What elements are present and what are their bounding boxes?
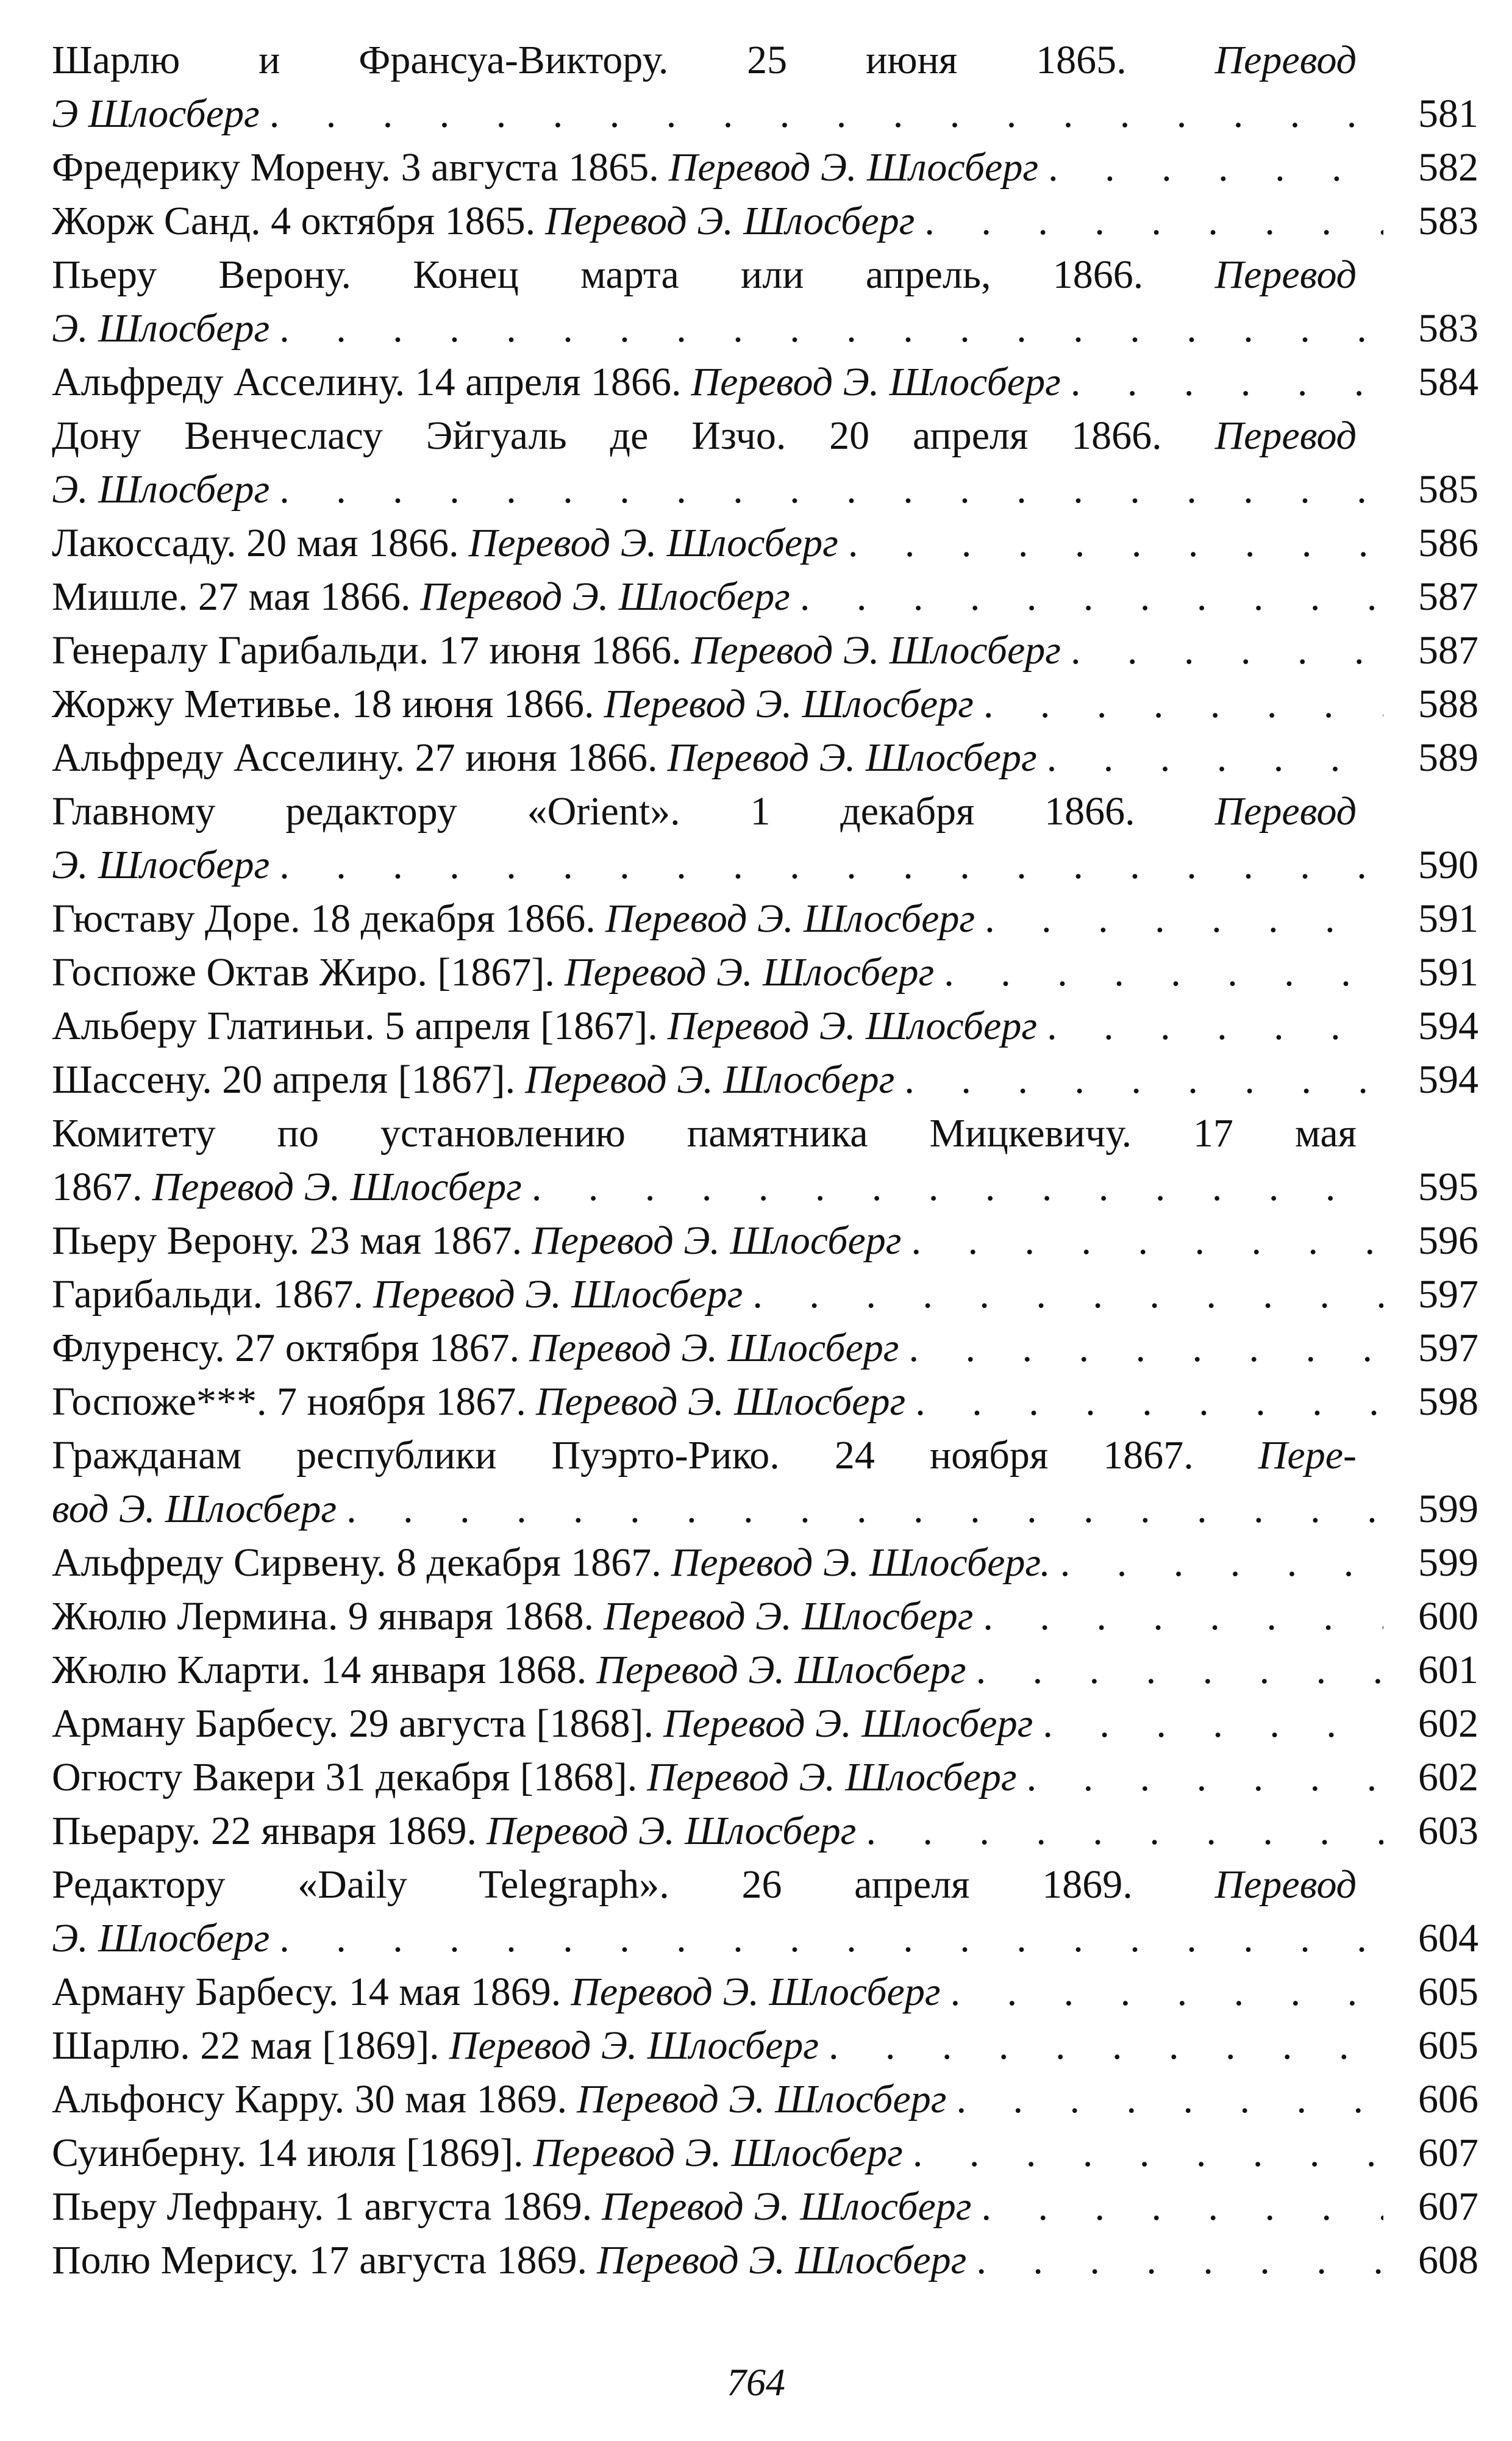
entry-page-number: 604	[1418, 1916, 1478, 1960]
dot-leaders	[904, 1053, 1383, 1107]
toc-entry	[52, 195, 1478, 248]
toc-entry	[52, 1429, 1478, 1536]
entry-recipient: Шарлю и Франсуа-Виктору. 25 июня 1865.	[52, 38, 1127, 82]
entry-page-number: 596	[1418, 1218, 1478, 1263]
entry-page-number: 582	[1418, 145, 1478, 190]
entry-translator: Перевод Э. Шлосберг	[668, 145, 1039, 190]
entry-page-number: 597	[1418, 1272, 1478, 1317]
dot-leaders	[1027, 1751, 1383, 1804]
dot-leaders	[950, 1965, 1383, 2019]
toc-entry	[52, 1214, 1478, 1268]
entry-page-number: 587	[1418, 628, 1478, 673]
entry-page-number: 602	[1418, 1755, 1478, 1799]
dot-leaders	[909, 1321, 1383, 1375]
entry-translator: Перевод Э. Шлосберг	[449, 2023, 819, 2068]
dot-leaders	[981, 2180, 1383, 2234]
entry-page-number: 605	[1418, 1970, 1478, 2014]
entry-recipient: Гражданам республики Пуэрто-Рико. 24 ноября 1867.	[52, 1433, 1194, 1478]
dot-leaders	[957, 2073, 1384, 2126]
entry-recipient: Пьерару. 22 января 1869.	[52, 1809, 477, 1853]
toc-entry	[52, 1858, 1478, 1965]
entry-translator: Э. Шлосберг	[52, 467, 270, 512]
entry-translator: Перевод Э. Шлосберг	[529, 1326, 899, 1370]
entry-page-number: 601	[1418, 1648, 1478, 1692]
entry-recipient: Альфреду Асселину. 14 апреля 1866.	[52, 360, 682, 404]
dot-leaders	[983, 677, 1383, 731]
entry-recipient: Арману Барбесу. 14 мая 1869.	[52, 1970, 562, 2014]
dot-leaders	[1047, 731, 1383, 785]
entry-translator: Перевод Э. Шлосберг	[597, 2238, 967, 2282]
toc-entry	[52, 1268, 1478, 1321]
entry-translator: Перевод Э. Шлосберг	[604, 682, 974, 726]
entry-page-number: 607	[1418, 2131, 1478, 2175]
toc-entry	[52, 248, 1478, 356]
entry-translator: Перевод Э. Шлосберг	[532, 1218, 902, 1263]
dot-leaders	[983, 1590, 1383, 1643]
toc-entry	[52, 356, 1478, 409]
dot-leaders	[346, 1482, 1383, 1536]
entry-recipient: Гюставу Доре. 18 декабря 1866.	[52, 896, 596, 941]
entry-translator: Перевод Э. Шлосберг	[605, 896, 975, 941]
entry-page-number: 588	[1418, 682, 1478, 726]
toc-entry	[52, 892, 1478, 946]
entry-page-number: 589	[1418, 735, 1478, 780]
entry-translator: Перевод Э. Шлосберг	[535, 1379, 906, 1424]
entry-translator: Перевод	[1214, 789, 1357, 834]
entry-page-number: 608	[1418, 2238, 1478, 2282]
entry-page-number: 590	[1418, 843, 1478, 887]
entry-page-number: 606	[1418, 2077, 1478, 2121]
dot-leaders	[1043, 1697, 1383, 1751]
dot-leaders	[532, 1160, 1383, 1214]
entry-page-number: 587	[1418, 574, 1478, 619]
toc-entry	[52, 2019, 1478, 2073]
entry-page-number: 586	[1418, 521, 1478, 565]
entry-translator: Перевод Э. Шлосберг	[577, 2077, 947, 2121]
entry-recipient: Главному редактору «Orient». 1 декабря 1866.	[52, 789, 1135, 834]
dot-leaders	[1048, 141, 1383, 195]
dot-leaders	[911, 1214, 1383, 1268]
toc-entry	[52, 2073, 1478, 2126]
entry-translator: Перевод Э. Шлосберг	[663, 1701, 1033, 1746]
entry-translator: Перевод	[1214, 1862, 1357, 1907]
entry-page-number: 591	[1418, 896, 1478, 941]
entry-recipient: Фредерику Морену. 3 августа 1865.	[52, 145, 659, 190]
toc-entry	[52, 2126, 1478, 2180]
entry-recipient: Альфреду Асселину. 27 июня 1866.	[52, 735, 658, 780]
entry-recipient: Редактору «Daily Telegraph». 26 апреля 1869.	[52, 1862, 1133, 1907]
dot-leaders	[976, 2234, 1383, 2287]
toc-entry	[52, 409, 1478, 516]
entry-translator: Перевод Э. Шлосберг	[691, 360, 1061, 404]
toc-entry	[52, 1590, 1478, 1643]
dot-leaders	[269, 87, 1383, 141]
entry-recipient: Генералу Гарибальди. 17 июня 1866.	[52, 628, 682, 673]
entry-recipient: Комитету по установлению памятника Мицкевичу. 17 мая	[52, 1111, 1357, 1156]
page-number: 764	[727, 2361, 785, 2404]
entry-recipient: Суинберну. 14 июля [1869].	[52, 2131, 524, 2175]
toc-entry	[52, 1965, 1478, 2019]
entry-page-number: 581	[1418, 91, 1478, 136]
toc-entry	[52, 2180, 1478, 2234]
entry-translator: Перевод Э. Шлосберг.	[671, 1540, 1050, 1585]
entry-page-number: 602	[1418, 1701, 1478, 1746]
toc-list	[52, 34, 1478, 2287]
entry-recipient: Огюсту Вакери 31 декабря [1868].	[52, 1755, 638, 1799]
entry-translator: Э Шлосберг	[52, 91, 260, 136]
entry-recipient: Альберу Глатиньи. 5 апреля [1867].	[52, 1004, 658, 1048]
entry-translator: Перевод Э. Шлосберг	[533, 2131, 903, 2175]
entry-translator: Перевод Э. Шлосберг	[603, 1594, 974, 1639]
dot-leaders	[1060, 1536, 1383, 1590]
entry-page-number: 585	[1418, 467, 1478, 512]
entry-page-number: 598	[1418, 1379, 1478, 1424]
toc-entry	[52, 34, 1478, 141]
entry-recipient: Полю Мерису. 17 августа 1869.	[52, 2238, 588, 2282]
entry-recipient: Мишле. 27 мая 1866.	[52, 574, 411, 619]
dot-leaders	[800, 570, 1383, 624]
entry-recipient: Жюлю Кларти. 14 января 1868.	[52, 1648, 587, 1692]
entry-page-number: 584	[1418, 360, 1478, 404]
toc-entry	[52, 516, 1478, 570]
dot-leaders	[848, 516, 1383, 570]
entry-recipient: Жюлю Лермина. 9 января 1868.	[52, 1594, 594, 1639]
dot-leaders	[924, 195, 1383, 248]
entry-translator: Перевод Э. Шлосберг	[667, 735, 1037, 780]
toc-entry	[52, 570, 1478, 624]
entry-translator: Перевод Э. Шлосберг	[545, 199, 915, 243]
toc-entry	[52, 677, 1478, 731]
entry-page-number: 591	[1418, 950, 1478, 995]
entry-translator: Э. Шлосберг	[52, 306, 270, 351]
entry-page-number: 583	[1418, 199, 1478, 243]
entry-recipient: Жоржу Метивье. 18 июня 1866.	[52, 682, 594, 726]
dot-leaders	[279, 1912, 1383, 1965]
entry-translator: Перевод Э. Шлосберг	[564, 950, 935, 995]
toc-entry	[52, 1375, 1478, 1429]
entry-recipient: Пьеру Верону. 23 мая 1867.	[52, 1218, 522, 1263]
entry-recipient: Дону Венчесласу Эйгуаль де Изчо. 20 апреля 1866.	[52, 413, 1162, 458]
entry-translator: Перевод	[1214, 413, 1357, 458]
entry-recipient: Флуренсу. 27 октября 1867.	[52, 1326, 520, 1370]
entry-page-number: 607	[1418, 2184, 1478, 2229]
dot-leaders	[279, 302, 1383, 356]
entry-translator: Перевод Э. Шлосберг	[468, 521, 838, 565]
entry-translator: Перевод Э. Шлосберг	[525, 1057, 895, 1102]
dot-leaders	[1047, 999, 1383, 1053]
entry-page-number: 594	[1418, 1057, 1478, 1102]
dot-leaders	[985, 892, 1383, 946]
entry-recipient: Госпоже Октав Жиро. [1867].	[52, 950, 555, 995]
dot-leaders	[279, 838, 1383, 892]
toc-entry	[52, 624, 1478, 677]
entry-recipient: Пьеру Лефрану. 1 августа 1869.	[52, 2184, 593, 2229]
entry-recipient: 1867.	[52, 1165, 143, 1209]
entry-translator: Перевод Э. Шлосберг	[596, 1648, 966, 1692]
entry-recipient: Пьеру Верону. Конец марта или апрель, 1866.	[52, 252, 1144, 297]
toc-entry	[52, 946, 1478, 999]
entry-translator: Перевод Э. Шлосберг	[667, 1004, 1038, 1048]
entry-recipient: Альфреду Сирвену. 8 декабря 1867.	[52, 1540, 661, 1585]
dot-leaders	[944, 946, 1383, 999]
toc-entry	[52, 1697, 1478, 1751]
entry-translator: вод Э. Шлосберг	[52, 1487, 337, 1531]
toc-entry	[52, 999, 1478, 1053]
entry-recipient: Шарлю. 22 мая [1869].	[52, 2023, 440, 2068]
entry-translator: Перевод Э. Шлосберг	[420, 574, 790, 619]
entry-page-number: 595	[1418, 1165, 1478, 1209]
entry-page-number: 600	[1418, 1594, 1478, 1639]
dot-leaders	[1071, 356, 1383, 409]
dot-leaders	[866, 1804, 1383, 1858]
dot-leaders	[976, 1643, 1383, 1697]
toc-entry	[52, 785, 1478, 892]
entry-translator: Перевод	[1214, 38, 1357, 82]
entry-translator: Перевод Э. Шлосберг	[602, 2184, 972, 2229]
dot-leaders	[829, 2019, 1383, 2073]
toc-entry	[52, 1536, 1478, 1590]
dot-leaders	[915, 1375, 1383, 1429]
toc-entry	[52, 1053, 1478, 1107]
entry-translator: Пере-	[1258, 1433, 1357, 1478]
entry-recipient: Арману Барбесу. 29 августа [1868].	[52, 1701, 654, 1746]
toc-page	[52, 34, 1478, 2287]
entry-page-number: 583	[1418, 306, 1478, 351]
entry-translator: Перевод Э. Шлосберг	[647, 1755, 1017, 1799]
toc-entry	[52, 2234, 1478, 2287]
entry-translator: Э. Шлосберг	[52, 843, 270, 887]
dot-leaders	[752, 1268, 1383, 1321]
entry-page-number: 597	[1418, 1326, 1478, 1370]
entry-translator: Перевод	[1214, 252, 1357, 297]
entry-translator: Перевод Э. Шлосберг	[152, 1165, 522, 1209]
dot-leaders	[279, 463, 1383, 516]
entry-page-number: 594	[1418, 1004, 1478, 1048]
entry-recipient: Шассену. 20 апреля [1867].	[52, 1057, 516, 1102]
entry-recipient: Гарибальди. 1867.	[52, 1272, 364, 1317]
entry-translator: Перевод Э. Шлосберг	[691, 628, 1061, 673]
entry-recipient: Альфонсу Карру. 30 мая 1869.	[52, 2077, 568, 2121]
entry-page-number: 599	[1418, 1540, 1478, 1585]
toc-entry	[52, 1751, 1478, 1804]
toc-entry	[52, 1643, 1478, 1697]
entry-recipient: Госпоже***. 7 ноября 1867.	[52, 1379, 526, 1424]
dot-leaders	[913, 2126, 1383, 2180]
toc-entry	[52, 141, 1478, 195]
toc-entry	[52, 1804, 1478, 1858]
entry-translator: Перевод Э. Шлосберг	[487, 1809, 857, 1853]
entry-page-number: 599	[1418, 1487, 1478, 1531]
dot-leaders	[1071, 624, 1383, 677]
entry-translator: Перевод Э. Шлосберг	[373, 1272, 743, 1317]
entry-translator: Э. Шлосберг	[52, 1916, 270, 1960]
entry-translator: Перевод Э. Шлосберг	[571, 1970, 941, 2014]
entry-page-number: 603	[1418, 1809, 1478, 1853]
entry-page-number: 605	[1418, 2023, 1478, 2068]
toc-entry	[52, 731, 1478, 785]
entry-recipient: Лакоссаду. 20 мая 1866.	[52, 521, 459, 565]
entry-recipient: Жорж Санд. 4 октября 1865.	[52, 199, 536, 243]
toc-entry	[52, 1107, 1478, 1214]
toc-entry	[52, 1321, 1478, 1375]
